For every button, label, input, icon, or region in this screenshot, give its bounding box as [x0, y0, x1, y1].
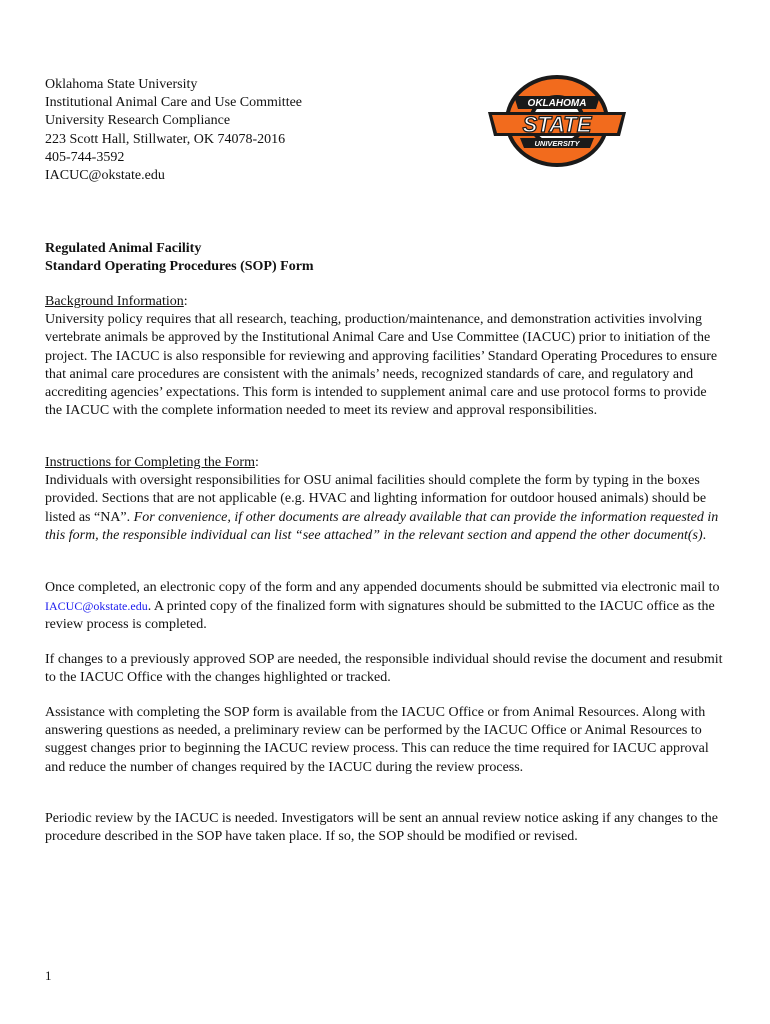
address-block: [45, 76, 302, 185]
submission-text-before: Once completed, an electronic copy of the form and any appended documents should be submitted via electronic mail to: [45, 580, 720, 595]
assistance-section: [45, 704, 725, 777]
form-title: [45, 240, 725, 276]
instructions-italic-text: For convenience, if other documents are already available that can provide the information requested in this form, the responsible individual can list “see attached” in the relevant section and append the other document(s): [45, 509, 719, 543]
instructions-italic-end: .: [702, 527, 707, 543]
address-line-university: Oklahoma State University: [45, 77, 198, 92]
changes-section: [45, 651, 725, 687]
review-text: Periodic review by the IACUC is needed. Investigators will be sent an annual review notice asking if any changes to the procedure described in the SOP have taken place. If so, the SOP should be modified or revised.: [45, 811, 718, 845]
instructions-text: Individuals with oversight responsibilities for OSU animal facilities should complete the form by typing in the boxes provided. Sections that are not applicable (e.g. HVAC and lighting information for outdoor housed animals) should be listed as “NA”.: [45, 473, 707, 525]
address-line-phone: 405-744-3592: [45, 149, 125, 165]
instructions-heading-colon: :: [254, 455, 259, 470]
form-title-line1: Regulated Animal Facility: [45, 241, 202, 256]
assistance-text: Assistance with completing the SOP form is available from the IACUC Office or from Animal Resources. Along with answering questions as needed, a preliminary review can be performed by the IACUC Office or Animal Resources to suggest changes prior to beginning the IACUC review process. This can reduce the time required for IACUC approval and reduce the number of changes required by the IACUC during the review process.: [45, 705, 709, 775]
address-line-department: University Research Compliance: [45, 113, 231, 129]
changes-text: If changes to a previously approved SOP are needed, the responsible individual should revise the document and resubmit to the IACUC Office with the changes highlighted or tracked.: [45, 652, 723, 686]
submission-text-after: . A printed copy of the finalized form with signatures should be submitted to the IACUC office as the review process is completed.: [45, 599, 715, 633]
address-line-email: IACUC@okstate.edu: [45, 168, 165, 184]
osu-logo: [484, 72, 630, 170]
address-line-street: 223 Scott Hall, Stillwater, OK 74078-2016: [45, 131, 286, 147]
submission-section: [45, 579, 725, 635]
submission-email-link[interactable]: IACUC@okstate.edu: [45, 599, 148, 614]
instructions-section: [45, 454, 725, 545]
background-text: University policy requires that all research, teaching, production/maintenance, and demonstration activities involving vertebrate animals be approved by the Institutional Animal Care and Use Committee (IACUC) prior to initiation of the project. The IACUC is also responsible for reviewing and approving facilities’ Standard Operating Procedures to ensure that animal care procedures are consistent with the animals’ needs, recognized standards of care, and regulatory and accrediting agencies’ expectations. This form is intended to supplement animal care and use protocol forms to provide the IACUC with the complete information needed to meet its review and approval responsibilities.: [45, 312, 718, 419]
page-number: 1: [45, 968, 52, 983]
review-section: [45, 810, 725, 846]
form-title-line2: Standard Operating Procedures (SOP) Form: [45, 259, 314, 275]
background-section: [45, 293, 725, 420]
instructions-heading: Instructions for Completing the Form: [45, 455, 255, 470]
logo-bottom-text: UNIVERSITY: [534, 139, 580, 148]
address-line-committee: Institutional Animal Care and Use Committee: [45, 95, 303, 111]
background-heading: Background Information: [45, 294, 184, 309]
background-heading-colon: :: [183, 294, 188, 309]
logo-top-text: OKLAHOMA: [527, 98, 587, 109]
logo-main-text: STATE: [522, 112, 592, 137]
